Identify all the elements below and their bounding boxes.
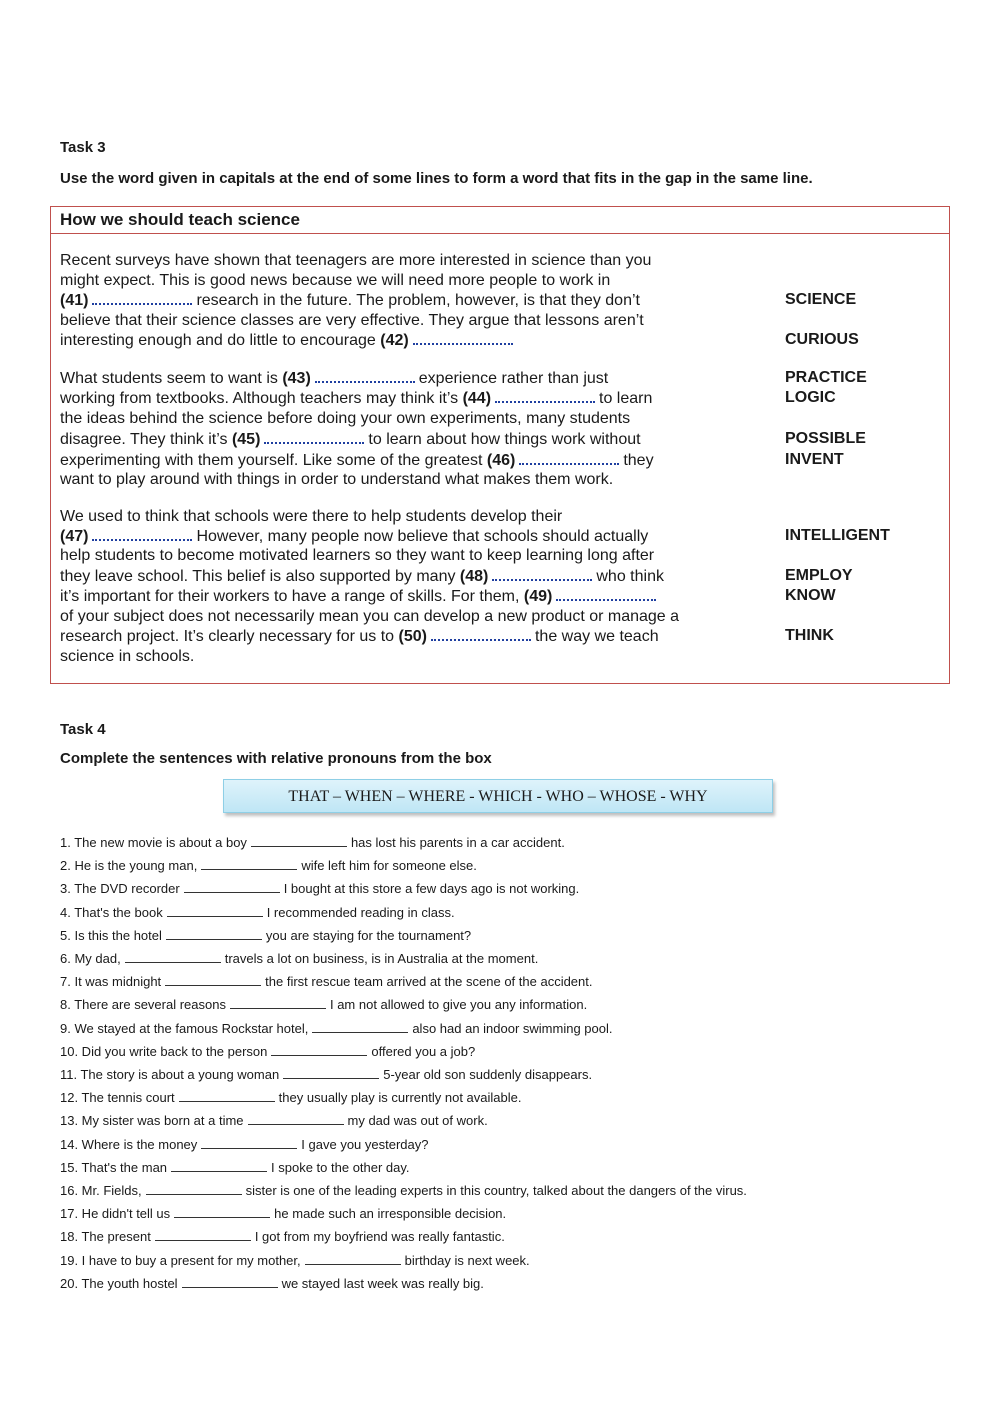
task4-title: Task 4: [60, 721, 106, 738]
passage-line: [60, 526, 648, 547]
answer-gap[interactable]: [495, 388, 595, 403]
line-text: help students to become motivated learners so they want to keep learning long after: [60, 547, 655, 564]
sentence-start: 11. The story is about a young woman: [60, 1067, 280, 1082]
sentence-end: 5-year old son suddenly disappears.: [383, 1067, 593, 1082]
sentence-start: 1. The new movie is about a boy: [60, 835, 247, 850]
line-text: interesting enough and do little to encourage: [60, 332, 381, 349]
line-text: research in the future. The problem, however, is that they don’t: [196, 292, 640, 309]
answer-gap[interactable]: [492, 566, 592, 581]
sentence-end: I spoke to the other day.: [271, 1159, 410, 1175]
sentence-item: [60, 1067, 592, 1082]
answer-gap[interactable]: [92, 526, 192, 541]
passage-line: [60, 507, 562, 527]
sentence-item: [60, 881, 579, 896]
sentence-start: 6. My dad,: [60, 951, 121, 966]
passage-line: [60, 647, 194, 667]
gap-number: (41): [60, 292, 89, 309]
answer-blank[interactable]: [184, 881, 280, 893]
answer-blank[interactable]: [251, 835, 347, 847]
gap-number: (46): [486, 452, 516, 469]
line-text: disagree. They think it’s: [60, 431, 232, 448]
sentence-item: [60, 974, 593, 989]
answer-blank[interactable]: [271, 1044, 367, 1056]
sentence-item: [60, 1229, 505, 1244]
keyword: KNOW: [785, 587, 836, 604]
sentence-start: 2. He is the young man,: [60, 858, 198, 874]
keyword: INTELLIGENT: [785, 527, 890, 544]
passage-line: [60, 607, 679, 627]
gap-number: (50): [398, 628, 427, 645]
sentence-end: he made such an irresponsible decision.: [274, 1206, 507, 1222]
line-text: What students seem to want is: [60, 370, 283, 387]
sentence-start: 12. The tennis court: [60, 1090, 175, 1106]
sentence-item: [60, 858, 477, 873]
passage-line: [60, 429, 641, 450]
gap-number: (47): [60, 528, 89, 545]
sentence-end: sister is one of the leading experts in this country, talked about the dangers of the virus.: [245, 1183, 747, 1198]
gap-number: (49): [523, 588, 553, 605]
sentence-end: we stayed last week was really big.: [281, 1275, 484, 1291]
passage-line: [60, 409, 630, 429]
answer-blank[interactable]: [171, 1160, 267, 1172]
sentence-item: [60, 835, 565, 850]
keyword: LOGIC: [785, 389, 836, 406]
keyword: POSSIBLE: [785, 430, 866, 447]
keyword: PRACTICE: [785, 369, 867, 386]
sentence-item: [60, 1137, 429, 1152]
passage-line: [60, 368, 608, 389]
sentence-start: 20. The youth hostel: [60, 1275, 178, 1291]
sentence-item: [60, 1276, 484, 1291]
sentence-end: I bought at this store a few days ago is not working.: [283, 881, 580, 897]
passage-line: [60, 626, 659, 647]
sentence-end: wife left him for someone else.: [301, 858, 477, 874]
gap-number: (42): [380, 332, 409, 349]
line-text: believe that their science classes are very effective. They argue that lessons aren’t: [60, 312, 644, 329]
keyword: CURIOUS: [785, 331, 859, 348]
answer-blank[interactable]: [165, 974, 261, 986]
answer-gap[interactable]: [315, 368, 415, 383]
answer-blank[interactable]: [155, 1229, 251, 1241]
answer-blank[interactable]: [201, 858, 297, 870]
gap-number: (44): [462, 390, 492, 407]
sentence-start: 3. The DVD recorder: [60, 881, 180, 897]
sentence-start: 16. Mr. Fields,: [60, 1183, 142, 1198]
line-text: science in schools.: [60, 648, 195, 665]
sentence-start: 8. There are several reasons: [60, 997, 226, 1013]
task4-instruction: Complete the sentences with relative pronouns from the box: [60, 750, 492, 767]
line-text: research project. It’s clearly necessary for us to: [60, 628, 399, 645]
sentence-item: [60, 1113, 488, 1128]
sentence-end: also had an indoor swimming pool.: [412, 1020, 613, 1036]
sentence-end: offered you a job?: [371, 1043, 476, 1059]
line-text: it’s important for their workers to have a range of skills. For them,: [60, 588, 524, 605]
line-text: the way we teach: [534, 628, 659, 645]
sentence-start: 13. My sister was born at a time: [60, 1113, 244, 1129]
line-text: to learn about how things work without: [368, 431, 641, 448]
text-title: How we should teach science: [60, 210, 300, 229]
keyword: INVENT: [785, 451, 844, 468]
passage-line: [60, 450, 654, 471]
line-text: working from textbooks. Although teachers may think it’s: [60, 390, 463, 407]
passage-line: [60, 470, 613, 490]
sentence-start: 7. It was midnight: [60, 974, 162, 990]
sentence-end: I got from my boyfriend was really fantastic.: [254, 1229, 505, 1245]
passage-line: [60, 271, 610, 291]
pronoun-box: THAT – WHEN – WHERE - WHICH - WHO – WHOSE - WHY: [223, 779, 773, 813]
answer-gap[interactable]: [264, 429, 364, 444]
answer-blank[interactable]: [305, 1253, 401, 1265]
sentence-end: my dad was out of work.: [347, 1113, 488, 1129]
passage-line: [60, 290, 640, 311]
sentence-end: I recommended reading in class.: [266, 904, 455, 920]
sentence-start: 19. I have to buy a present for my mother,: [60, 1252, 301, 1268]
answer-blank[interactable]: [179, 1090, 275, 1102]
line-text: the ideas behind the science before doing your own experiments, many students: [60, 410, 631, 427]
line-text: they: [623, 452, 654, 469]
line-text: experimenting with them yourself. Like some of the greatest: [60, 452, 487, 469]
line-text: Recent surveys have shown that teenagers are more interested in science than you: [60, 252, 652, 269]
answer-blank[interactable]: [248, 1113, 344, 1125]
sentence-item: [60, 905, 455, 920]
sentence-end: I am not allowed to give you any information.: [329, 997, 588, 1013]
sentence-item: [60, 951, 538, 966]
answer-blank[interactable]: [166, 928, 262, 940]
line-text: experience rather than just: [418, 370, 609, 387]
sentence-end: I gave you yesterday?: [301, 1136, 429, 1152]
sentence-start: 18. The present: [60, 1229, 151, 1245]
answer-blank[interactable]: [312, 1021, 408, 1033]
sentence-start: 17. He didn't tell us: [60, 1206, 171, 1222]
answer-gap[interactable]: [92, 290, 192, 305]
sentence-start: 9. We stayed at the famous Rockstar hotel,: [60, 1020, 309, 1036]
keyword: THINK: [785, 627, 834, 644]
sentence-item: [60, 928, 471, 943]
answer-blank[interactable]: [174, 1206, 270, 1218]
sentence-end: birthday is next week.: [404, 1252, 530, 1268]
sentence-end: the first rescue team arrived at the scene of the accident.: [265, 974, 593, 990]
gap-number: (43): [282, 370, 311, 387]
answer-gap[interactable]: [519, 450, 619, 465]
line-text: of your subject does not necessarily mean you can develop a new product or manage a: [60, 608, 680, 625]
answer-blank[interactable]: [182, 1276, 278, 1288]
sentence-item: [60, 1253, 530, 1268]
sentence-end: you are staying for the tournament?: [265, 927, 472, 943]
sentence-item: [60, 1183, 747, 1198]
passage-line: [60, 311, 644, 331]
sentence-item: [60, 1206, 506, 1221]
line-text: However, many people now believe that schools should actually: [196, 528, 649, 545]
keyword: EMPLOY: [785, 567, 853, 584]
sentence-item: [60, 1160, 410, 1175]
passage-line: [60, 546, 654, 566]
sentence-start: 14. Where is the money: [60, 1136, 198, 1152]
sentence-start: 4. That's the book: [60, 904, 163, 920]
gap-number: (48): [459, 568, 489, 585]
line-text: We used to think that schools were there to help students develop their: [60, 508, 563, 525]
answer-blank[interactable]: [283, 1067, 379, 1079]
sentence-item: [60, 1044, 475, 1059]
sentence-item: [60, 997, 587, 1012]
passage-line: [60, 566, 664, 587]
answer-gap[interactable]: [413, 330, 513, 345]
line-text: want to play around with things in order to understand what makes them work.: [60, 471, 614, 488]
text-box-header: [51, 207, 949, 234]
answer-blank[interactable]: [146, 1183, 242, 1195]
gap-number: (45): [231, 431, 261, 448]
sentence-start: 10. Did you write back to the person: [60, 1043, 268, 1059]
line-text: might expect. This is good news because we will need more people to work in: [60, 272, 611, 289]
sentence-end: has lost his parents in a car accident.: [350, 835, 565, 850]
sentence-start: 15. That's the man: [60, 1159, 168, 1175]
sentence-start: 5. Is this the hotel: [60, 927, 162, 943]
passage-line: [60, 586, 660, 607]
line-text: they leave school. This belief is also supported by many: [60, 568, 460, 585]
answer-blank[interactable]: [201, 1137, 297, 1149]
passage-line: [60, 330, 517, 351]
sentence-end: travels a lot on business, is in Australia at the moment.: [224, 951, 539, 966]
keyword: SCIENCE: [785, 291, 857, 308]
answer-blank[interactable]: [230, 997, 326, 1009]
answer-blank[interactable]: [125, 951, 221, 963]
sentence-item: [60, 1021, 613, 1036]
sentence-item: [60, 1090, 521, 1105]
answer-gap[interactable]: [431, 626, 531, 641]
passage-line: [60, 388, 652, 409]
line-text: to learn: [599, 390, 653, 407]
task3-title: Task 3: [60, 139, 106, 156]
sentence-end: they usually play is currently not available.: [278, 1090, 522, 1106]
answer-blank[interactable]: [167, 905, 263, 917]
line-text: who think: [596, 568, 664, 585]
passage-line: [60, 251, 651, 271]
task3-instruction: Use the word given in capitals at the end of some lines to form a word that fits in the gap in the same line.: [60, 170, 813, 187]
answer-gap[interactable]: [556, 586, 656, 601]
